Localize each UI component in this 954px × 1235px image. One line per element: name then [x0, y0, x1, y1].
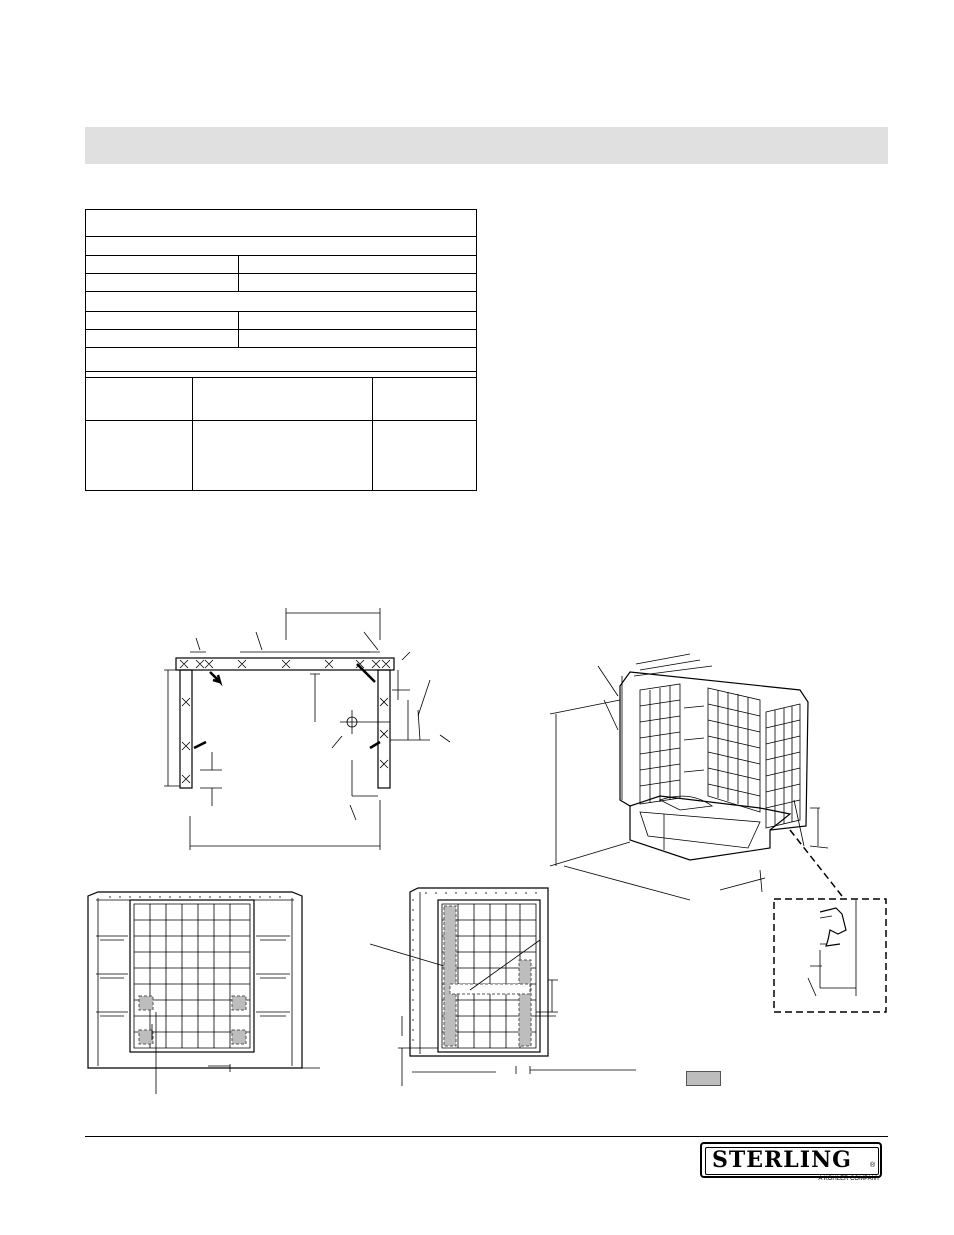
legend-swatch — [686, 1071, 721, 1086]
logo-registered-mark: ® — [870, 1162, 876, 1169]
logo-wordmark: STERLING — [712, 1147, 852, 1173]
logo-frame — [700, 1142, 882, 1178]
side-elevation-shaded-areas — [444, 906, 531, 1046]
footer-rule — [85, 1136, 888, 1137]
sterling-logo — [700, 1142, 884, 1182]
logo-tagline: A KOHLER COMPANY — [818, 1176, 880, 1182]
